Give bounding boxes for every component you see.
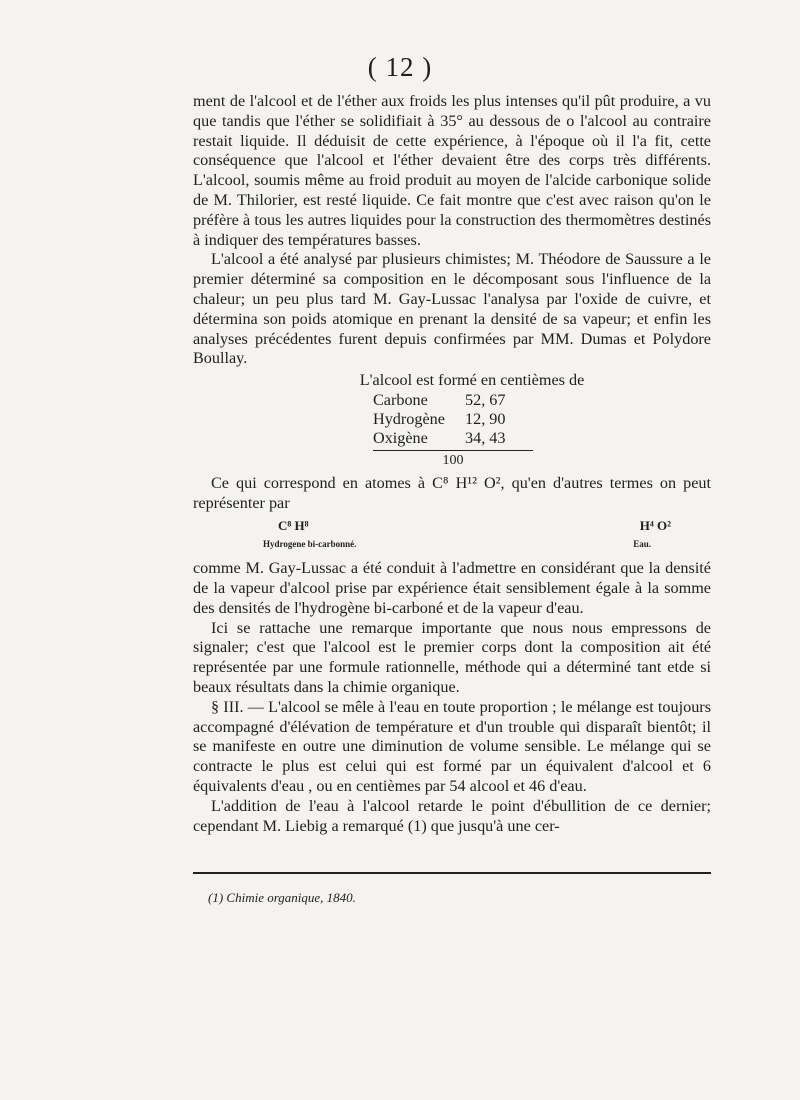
composition-total: 100 — [442, 452, 464, 468]
paragraph: comme M. Gay-Lussac a été conduit à l'admettre en considérant que la densité de la vapeur d'alcool prise par expérience était sensiblement égale à la somme des densités de l'hydrogène bi-carboné et de la vapeur d'eau. — [193, 559, 711, 617]
element-name: Hydrogène — [373, 409, 445, 428]
formula-labels — [193, 535, 711, 559]
body-text — [193, 92, 711, 836]
formula-left-label: Hydrogene bi-carbonné. — [263, 539, 357, 550]
formula-left: C⁸ H⁸ — [278, 517, 309, 533]
composition-row — [373, 391, 533, 410]
paragraph: L'alcool a été analysé par plusieurs chimistes; M. Théodore de Saussure a le premier déterminé sa composition en le décomposant sous l'influence de la chaleur; un peu plus tard M. Gay-Lussac l'analysa par l'oxide de cuivre, et détermina son poids atomique en prenant la densité de sa vapeur; et enfin les analyses précédentes furent depuis confirmées par MM. Dumas et Polydore Boullay. — [193, 250, 711, 368]
page-number: ( 12 ) — [367, 52, 433, 82]
paragraph: Ce qui correspond en atomes à C⁸ H¹² O², qu'en d'autres termes on peut représenter par — [193, 473, 711, 512]
element-name: Carbone — [373, 390, 428, 409]
composition-table — [193, 371, 711, 470]
footnote-rule — [193, 872, 711, 874]
formula — [193, 514, 711, 536]
composition-row — [373, 410, 533, 429]
element-name: Oxigène — [373, 428, 428, 447]
element-value: 12, 90 — [465, 409, 506, 428]
footnote: (1) Chimie organique, 1840. — [208, 890, 356, 905]
paragraph: § III. — L'alcool se mêle à l'eau en toute proportion ; le mélange est toujours accompagné d'élévation de température et d'un trouble qui disparaît bientôt; il se manifeste en outre une diminution de volume sensible. Le mélange qui se contracte le plus est celui qui est formé par un équivalent d'alcool et 6 équivalents d'eau , ou en centièmes par 54 alcool et 46 d'eau. — [193, 697, 711, 795]
element-value: 34, 43 — [465, 428, 506, 447]
formula-right-label: Eau. — [633, 539, 651, 550]
paragraph: L'addition de l'eau à l'alcool retarde le point d'ébullition de ce dernier; cependant M. Liebig a remarqué (1) que jusqu'à une cer- — [193, 796, 711, 835]
composition-intro: L'alcool est formé en centièmes de — [359, 371, 585, 390]
composition-row — [373, 429, 533, 448]
paragraph: ment de l'alcool et de l'éther aux froids les plus intenses qu'il pût produire, a vu que tandis que l'éther se solidifiait à 35° au dessous de o l'alcool au contraire restait liquide. Il déduisit de cette expérience, à l'époque où il l'a fit, cette conséquence que l'alcool et l'éther devaient être des corps très différents. L'alcool, soumis même au froid produit au moyen de l'alcide carbonique solide de M. Thilorier, est resté liquide. Ce fait montre que c'est avec raison qu'on le préfère à tous les autres liquides pour la construction des thermomètres destinés à indiquer des températures basses. — [193, 92, 711, 249]
paragraph: Ici se rattache une remarque importante que nous nous empressons de signaler; c'est que l'alcool est le premier corps dont la composition ait été représentée par une formule rationnelle, méthode qui a déterminé tant etde si beaux résultats dans la chimie organique. — [193, 618, 711, 696]
composition-rows — [373, 391, 533, 448]
element-value: 52, 67 — [465, 390, 506, 409]
formula-right: H⁴ O² — [639, 517, 671, 533]
